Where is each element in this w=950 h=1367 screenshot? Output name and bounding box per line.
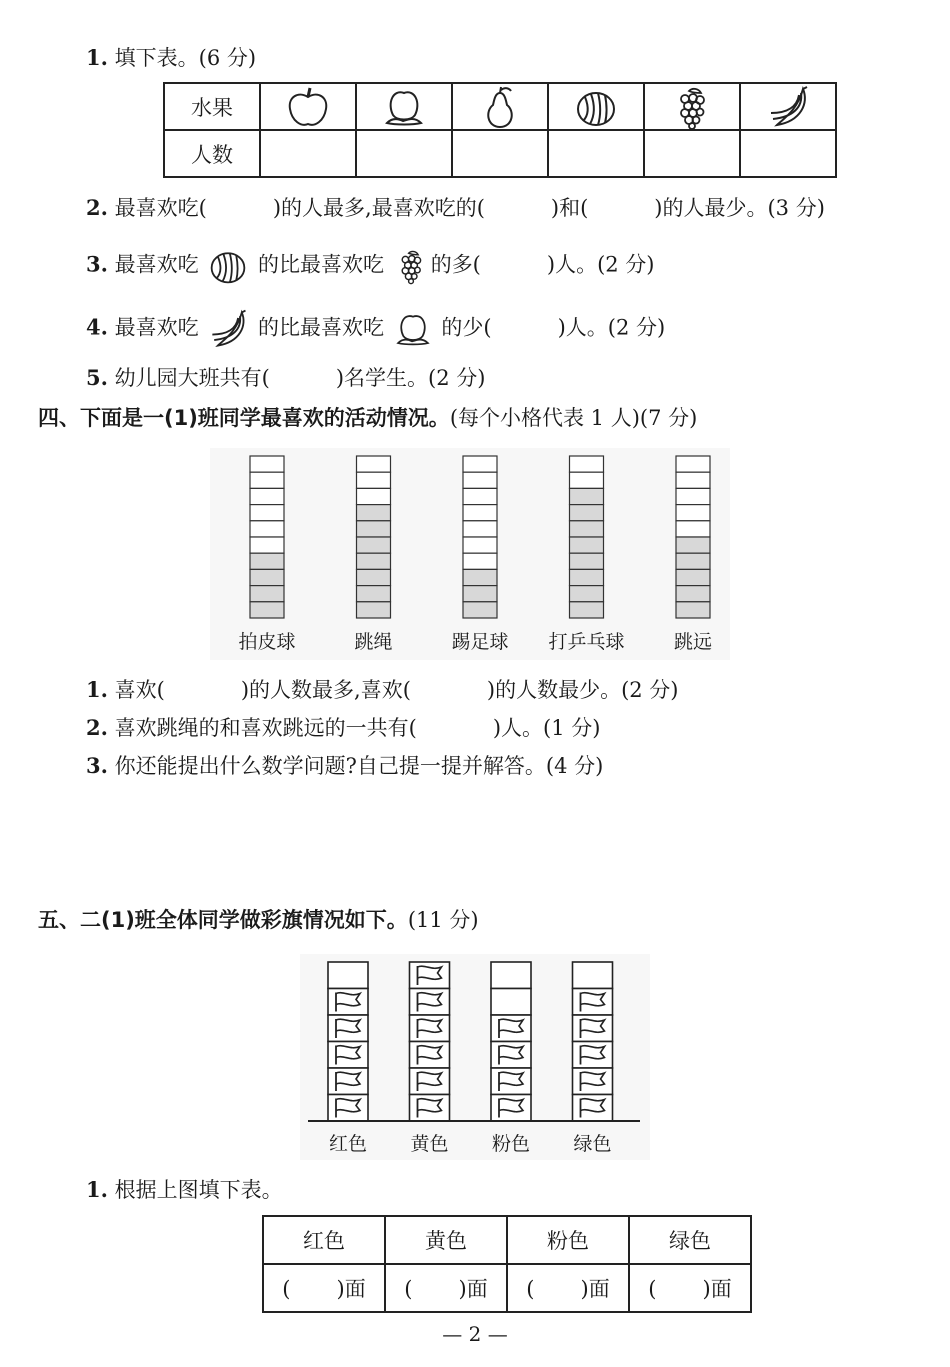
question-text: )的人最少。(3 分) <box>654 196 825 220</box>
flag-cell <box>491 989 531 1016</box>
color-count-red[interactable] <box>263 1264 385 1312</box>
fruit-cell-banana <box>740 83 836 130</box>
bar-cell-empty <box>250 488 284 504</box>
flag-cell <box>491 1042 531 1069</box>
unit-text: )面 <box>336 1277 366 1301</box>
banana-icon <box>205 306 251 352</box>
bar-cell-filled <box>250 553 284 569</box>
color-count-pink[interactable] <box>507 1264 629 1312</box>
question-text: 的比最喜欢吃 <box>258 315 384 340</box>
flag-cell <box>491 1068 531 1095</box>
question-number: 5. <box>86 365 108 390</box>
bar-cell-filled <box>463 569 497 585</box>
section-title-text: 四、下面是一(1)班同学最喜欢的活动情况。 <box>38 406 450 430</box>
bar-cell-empty <box>357 472 391 488</box>
bar-cell-empty <box>676 472 710 488</box>
question-number: 4. <box>86 314 108 340</box>
section-note: (11 分) <box>407 908 479 932</box>
apple-icon <box>283 85 333 129</box>
bar-label: 踢足球 <box>451 631 509 653</box>
bar-cell-filled <box>463 586 497 602</box>
bar-cell-empty <box>357 488 391 504</box>
bar-2 <box>463 456 497 618</box>
bar-label: 跳绳 <box>354 631 393 653</box>
flag-cell <box>573 1015 613 1042</box>
bar-cell-filled <box>570 569 604 585</box>
bar-4 <box>676 456 710 618</box>
bar-cell-filled <box>570 602 604 618</box>
bar-3 <box>570 456 604 618</box>
bar-0 <box>250 456 284 618</box>
question-text: 根据上图填下表。 <box>114 1178 283 1202</box>
question-number: 3. <box>86 251 108 277</box>
color-count-yellow[interactable] <box>385 1264 507 1312</box>
bar-cell-filled <box>676 537 710 553</box>
flag-bar-3 <box>573 962 613 1121</box>
bar-cell-filled <box>676 602 710 618</box>
flag-cell <box>410 1015 450 1042</box>
fruit-row-header: 水果 <box>164 83 260 130</box>
question-number: 1. <box>86 45 108 70</box>
bar-cell-empty <box>463 521 497 537</box>
count-cell-watermelon[interactable] <box>548 130 644 177</box>
bar-cell-empty <box>357 456 391 472</box>
grape-icon <box>391 242 431 290</box>
fruit-cell-pear <box>452 83 548 130</box>
flag-cell <box>328 989 368 1016</box>
bar-cell-empty <box>676 456 710 472</box>
bar-cell-empty <box>676 505 710 521</box>
fruit-cell-peach <box>356 83 452 130</box>
flag-bar-2 <box>491 962 531 1121</box>
flag-cell <box>491 962 531 989</box>
watermelon-icon <box>571 85 621 129</box>
bar-cell-filled <box>250 569 284 585</box>
section-4-question-1 <box>86 676 679 704</box>
question-text: 的少( <box>441 315 492 340</box>
bar-1 <box>357 456 391 618</box>
flag-cell <box>410 1095 450 1122</box>
flag-cell <box>491 1095 531 1122</box>
bar-cell-filled <box>357 537 391 553</box>
page-number: — 2 — <box>442 1322 508 1346</box>
question-2 <box>86 194 825 222</box>
unit-text: )面 <box>580 1277 610 1301</box>
bar-cell-empty <box>250 456 284 472</box>
bar-cell-filled <box>357 505 391 521</box>
bar-cell-empty <box>463 472 497 488</box>
question-text: 最喜欢吃( <box>114 196 207 220</box>
question-text: 的比最喜欢吃 <box>258 252 384 277</box>
section-5-title <box>38 906 479 934</box>
question-5 <box>86 364 485 392</box>
bar-cell-filled <box>570 505 604 521</box>
bar-cell-empty <box>463 488 497 504</box>
question-text: 最喜欢吃 <box>114 252 199 277</box>
flag-cell <box>328 1042 368 1069</box>
question-text: )人。(1 分) <box>492 716 601 740</box>
bar-cell-empty <box>463 505 497 521</box>
section-5-question-1 <box>86 1176 283 1204</box>
question-1 <box>86 44 256 72</box>
paren-open: ( <box>282 1277 291 1301</box>
activity-bar-chart <box>210 448 730 660</box>
fruit-table <box>163 82 837 178</box>
flag-bar-chart <box>300 954 650 1160</box>
section-title-text: 五、二(1)班全体同学做彩旗情况如下。 <box>38 908 408 932</box>
question-text: 幼儿园大班共有( <box>114 366 270 390</box>
bar-label: 拍皮球 <box>238 631 296 653</box>
flag-bar-label: 粉色 <box>491 1133 531 1155</box>
flag-cell <box>573 1095 613 1122</box>
color-header-pink: 粉色 <box>507 1216 629 1264</box>
question-text: )的人数最多,喜欢( <box>240 678 411 702</box>
bar-cell-empty <box>463 553 497 569</box>
question-text: )的人最多,最喜欢吃的( <box>272 196 485 220</box>
bar-cell-filled <box>357 521 391 537</box>
flag-cell <box>328 962 368 989</box>
bar-cell-filled <box>570 521 604 537</box>
bar-cell-empty <box>570 456 604 472</box>
bar-cell-filled <box>357 602 391 618</box>
color-header-yellow: 黄色 <box>385 1216 507 1264</box>
bar-cell-empty <box>463 456 497 472</box>
color-count-green[interactable] <box>629 1264 751 1312</box>
section-4-question-3 <box>86 752 603 780</box>
flag-cell <box>573 962 613 989</box>
flag-cell <box>573 1042 613 1069</box>
question-number: 2. <box>86 195 108 220</box>
section-4-title <box>38 404 697 432</box>
question-4 <box>86 306 665 352</box>
flag-bar-label: 黄色 <box>410 1133 449 1155</box>
question-text: 喜欢跳绳的和喜欢跳远的一共有( <box>114 716 417 740</box>
flag-cell <box>328 1068 368 1095</box>
question-text: 你还能提出什么数学问题?自己提一提并解答。(4 分) <box>114 754 604 778</box>
fruit-cell-watermelon <box>548 83 644 130</box>
bar-cell-filled <box>570 553 604 569</box>
bar-cell-filled <box>676 586 710 602</box>
flag-bar-0 <box>328 962 368 1121</box>
bar-cell-filled <box>250 602 284 618</box>
paren-open: ( <box>526 1277 535 1301</box>
section-note: (每个小格代表 1 人)(7 分) <box>449 406 698 430</box>
peach-icon <box>391 308 435 350</box>
fruit-cell-apple <box>260 83 356 130</box>
flag-cell <box>410 962 450 989</box>
question-text: )和( <box>550 196 589 220</box>
count-cell-apple[interactable] <box>260 130 356 177</box>
question-number: 2. <box>86 715 108 740</box>
color-header-green: 绿色 <box>629 1216 751 1264</box>
bar-cell-empty <box>250 537 284 553</box>
unit-text: )面 <box>458 1277 488 1301</box>
bar-cell-empty <box>250 472 284 488</box>
watermelon-icon <box>205 246 251 286</box>
bar-cell-filled <box>357 569 391 585</box>
flag-cell <box>410 1068 450 1095</box>
question-text: 喜欢( <box>114 678 165 702</box>
bar-label: 打乒乓球 <box>548 631 625 653</box>
grape-icon <box>667 85 717 129</box>
question-text: )名学生。(2 分) <box>335 366 486 390</box>
peach-icon <box>379 85 429 129</box>
flag-cell <box>410 1042 450 1069</box>
unit-text: )面 <box>702 1277 732 1301</box>
bar-cell-filled <box>676 569 710 585</box>
flag-cell <box>410 989 450 1016</box>
flag-cell <box>491 1015 531 1042</box>
question-number: 1. <box>86 677 108 702</box>
count-cell-banana[interactable] <box>740 130 836 177</box>
bar-cell-filled <box>357 586 391 602</box>
section-4-question-2 <box>86 714 600 742</box>
count-cell-pear[interactable] <box>452 130 548 177</box>
bar-cell-filled <box>570 586 604 602</box>
color-count-table <box>262 1215 752 1313</box>
bar-cell-filled <box>357 553 391 569</box>
bar-cell-empty <box>676 521 710 537</box>
bar-cell-empty <box>570 472 604 488</box>
flag-bar-label: 绿色 <box>573 1133 612 1155</box>
count-cell-peach[interactable] <box>356 130 452 177</box>
bar-cell-filled <box>570 537 604 553</box>
fruit-cell-grape <box>644 83 740 130</box>
flag-bar-1 <box>410 962 450 1121</box>
count-cell-grape[interactable] <box>644 130 740 177</box>
question-text: )人。(2 分) <box>557 315 666 340</box>
bar-cell-empty <box>250 521 284 537</box>
pear-icon <box>475 85 525 129</box>
question-text: )人。(2 分) <box>546 252 655 277</box>
banana-icon <box>763 85 813 129</box>
question-number: 3. <box>86 753 108 778</box>
flag-cell <box>328 1015 368 1042</box>
question-3 <box>86 242 655 290</box>
flag-cell <box>573 989 613 1016</box>
bar-cell-filled <box>463 602 497 618</box>
question-text: 填下表。(6 分) <box>114 46 257 70</box>
flag-cell <box>573 1068 613 1095</box>
question-text: )的人数最少。(2 分) <box>486 678 679 702</box>
bar-cell-empty <box>250 505 284 521</box>
question-text: 的多( <box>430 252 481 277</box>
color-header-red: 红色 <box>263 1216 385 1264</box>
bar-cell-empty <box>463 537 497 553</box>
bar-cell-filled <box>250 586 284 602</box>
question-number: 1. <box>86 1177 108 1202</box>
question-text: 最喜欢吃 <box>114 315 199 340</box>
bar-label: 跳远 <box>673 631 713 653</box>
count-row-header: 人数 <box>164 130 260 177</box>
paren-open: ( <box>404 1277 413 1301</box>
bar-cell-filled <box>570 488 604 504</box>
flag-cell <box>328 1095 368 1122</box>
flag-bar-label: 红色 <box>328 1133 368 1155</box>
paren-open: ( <box>648 1277 657 1301</box>
bar-cell-empty <box>676 488 710 504</box>
bar-cell-filled <box>676 553 710 569</box>
